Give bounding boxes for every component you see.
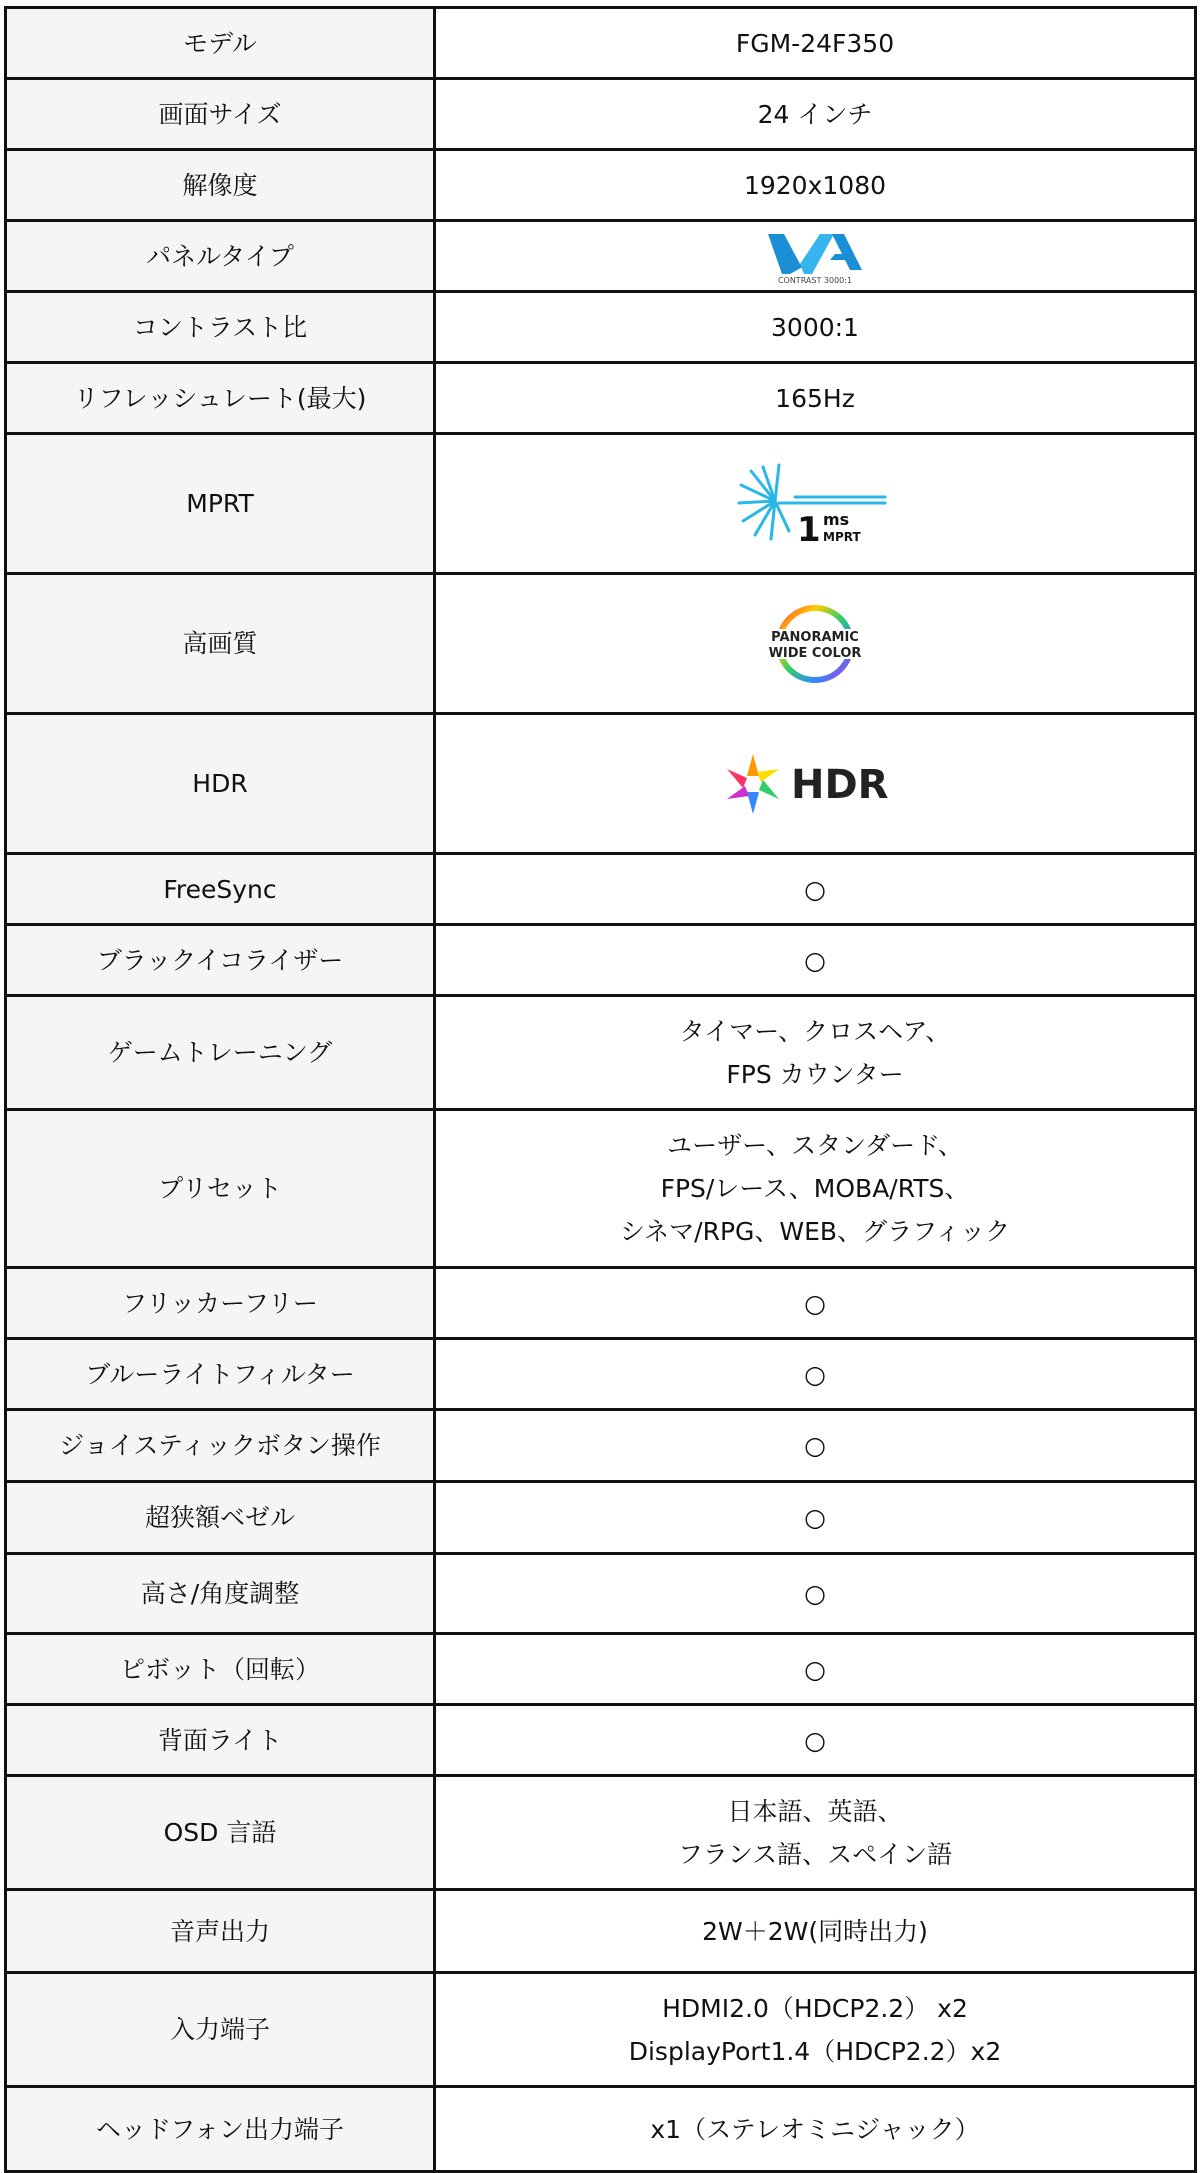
- spec-row-game-training: [6, 996, 1196, 1110]
- spec-label: 超狭額ベゼル: [6, 1482, 435, 1554]
- spec-value: [435, 1110, 1196, 1268]
- spec-label: リフレッシュレート(最大): [6, 363, 435, 434]
- spec-value: ○: [435, 1482, 1196, 1554]
- spec-row-joystick: [6, 1410, 1196, 1482]
- spec-label: OSD 言語: [6, 1776, 435, 1890]
- spec-value: x1（ステレオミニジャック）: [435, 2087, 1196, 2172]
- spec-label: 画面サイズ: [6, 79, 435, 150]
- spec-label: MPRT: [6, 434, 435, 574]
- spec-row-hdr: [6, 714, 1196, 854]
- spec-label: 音声出力: [6, 1890, 435, 1973]
- value-line: タイマー、クロスヘア、: [679, 1016, 951, 1046]
- panoramic-line2: WIDE COLOR: [768, 645, 862, 661]
- spec-value: [435, 1973, 1196, 2087]
- mprt-number: 1: [797, 509, 821, 549]
- spec-label: モデル: [6, 8, 435, 79]
- hdr-star-icon: [715, 744, 915, 824]
- spec-value: [435, 996, 1196, 1110]
- spec-label: ブラックイコライザー: [6, 925, 435, 996]
- spec-row-screen-size: [6, 79, 1196, 150]
- mprt-logo: [435, 434, 1196, 574]
- spec-row-blue-light-filter: [6, 1339, 1196, 1410]
- mprt-caption: MPRT: [823, 529, 861, 544]
- value-line: ユーザー、スタンダード、: [667, 1131, 963, 1160]
- spec-row-back-light: [6, 1705, 1196, 1776]
- value-line: HDMI2.0（HDCP2.2） x2: [662, 1993, 968, 2023]
- value-line: FPS カウンター: [726, 1059, 904, 1089]
- spec-label: 背面ライト: [6, 1705, 435, 1776]
- panoramic-line1: PANORAMIC: [771, 629, 859, 645]
- spec-row-osd-language: [6, 1776, 1196, 1890]
- spec-row-preset: [6, 1110, 1196, 1268]
- spec-label: 入力端子: [6, 1973, 435, 2087]
- spec-row-freesync: [6, 854, 1196, 925]
- spec-value: 2W＋2W(同時出力): [435, 1890, 1196, 1973]
- mprt-burst-icon: [735, 459, 895, 549]
- value-line: FPS/レース、MOBA/RTS、: [660, 1174, 970, 1203]
- value-line: フランス語、スペイン語: [677, 1839, 953, 1869]
- spec-label: プリセット: [6, 1110, 435, 1268]
- spec-value: 24 インチ: [435, 79, 1196, 150]
- spec-label: コントラスト比: [6, 292, 435, 363]
- spec-row-panel-type: [6, 221, 1196, 292]
- va-logo-icon: [760, 226, 870, 286]
- va-panel-logo: [435, 221, 1196, 292]
- spec-value: ○: [435, 1554, 1196, 1634]
- spec-row-contrast: [6, 292, 1196, 363]
- mprt-unit: ms: [823, 509, 850, 529]
- spec-row-height-angle: [6, 1554, 1196, 1634]
- spec-row-pivot: [6, 1634, 1196, 1705]
- hdr-logo: [435, 714, 1196, 854]
- spec-row-mprt: [6, 434, 1196, 574]
- spec-label: HDR: [6, 714, 435, 854]
- spec-table: [4, 6, 1197, 2173]
- spec-row-bezel: [6, 1482, 1196, 1554]
- value-line: シネマ/RPG、WEB、グラフィック: [619, 1217, 1011, 1246]
- spec-row-image-quality: [6, 574, 1196, 714]
- value-line: 日本語、英語、: [727, 1796, 903, 1826]
- spec-value: ○: [435, 1268, 1196, 1339]
- spec-label: FreeSync: [6, 854, 435, 925]
- spec-label: ゲームトレーニング: [6, 996, 435, 1110]
- spec-value: ○: [435, 925, 1196, 996]
- spec-row-audio-output: [6, 1890, 1196, 1973]
- value-line: DisplayPort1.4（HDCP2.2）x2: [628, 2036, 1002, 2066]
- spec-label: フリッカーフリー: [6, 1268, 435, 1339]
- spec-label: ジョイスティックボタン操作: [6, 1410, 435, 1482]
- spec-value: FGM-24F350: [435, 8, 1196, 79]
- spec-value: 3000:1: [435, 292, 1196, 363]
- spec-label: 高画質: [6, 574, 435, 714]
- spec-row-flicker-free: [6, 1268, 1196, 1339]
- spec-label: パネルタイプ: [6, 221, 435, 292]
- spec-label: ピボット（回転）: [6, 1634, 435, 1705]
- spec-value: ○: [435, 1634, 1196, 1705]
- spec-value: 165Hz: [435, 363, 1196, 434]
- spec-value: [435, 1776, 1196, 1890]
- spec-label: ブルーライトフィルター: [6, 1339, 435, 1410]
- spec-row-headphone: [6, 2087, 1196, 2172]
- spec-label: 高さ/角度調整: [6, 1554, 435, 1634]
- spec-row-input-ports: [6, 1973, 1196, 2087]
- rainbow-ring-icon: [755, 599, 875, 689]
- spec-value: ○: [435, 1339, 1196, 1410]
- spec-row-refresh-rate: [6, 363, 1196, 434]
- spec-value: ○: [435, 854, 1196, 925]
- va-caption: CONTRAST 3000:1: [777, 276, 853, 285]
- spec-label: ヘッドフォン出力端子: [6, 2087, 435, 2172]
- spec-row-resolution: [6, 150, 1196, 221]
- spec-label: 解像度: [6, 150, 435, 221]
- panoramic-wide-color-logo: [435, 574, 1196, 714]
- spec-value: ○: [435, 1705, 1196, 1776]
- spec-row-model: [6, 8, 1196, 79]
- spec-value: 1920x1080: [435, 150, 1196, 221]
- spec-value: ○: [435, 1410, 1196, 1482]
- spec-row-black-equalizer: [6, 925, 1196, 996]
- hdr-text: HDR: [791, 761, 889, 808]
